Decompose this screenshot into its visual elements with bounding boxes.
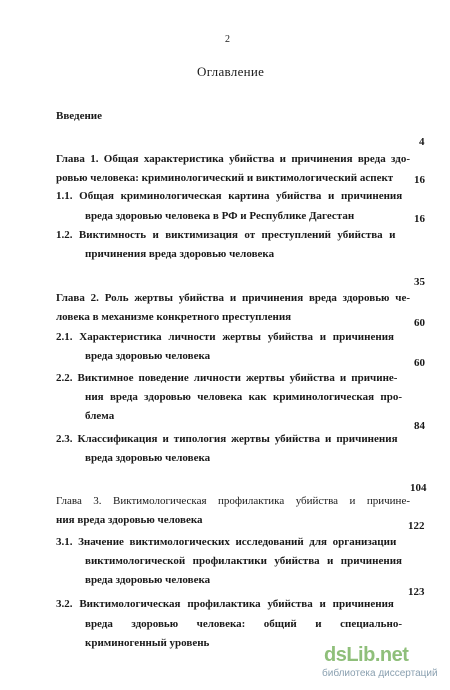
toc-page: 35 bbox=[414, 276, 425, 288]
toc-line: Глава 3. Виктимологическая профилактика убийства и причине- bbox=[56, 495, 410, 507]
toc-line: Глава 2. Роль жертвы убийства и причинения вреда здоровью че- bbox=[56, 292, 410, 304]
toc-line: вреда здоровью человека в РФ и Республике Дагестан bbox=[85, 210, 355, 222]
toc-line: блема bbox=[85, 410, 115, 422]
toc-page: 84 bbox=[414, 420, 425, 432]
toc-page: 122 bbox=[408, 520, 425, 532]
toc-title: Оглавление bbox=[197, 64, 265, 79]
toc-line: 2.3. Классификация и типология жертвы убийства и причинения bbox=[56, 433, 398, 445]
toc-page: 60 bbox=[414, 357, 425, 369]
toc-page: 16 bbox=[414, 213, 425, 225]
toc-line: 3.1. Значение виктимологических исследований для организации bbox=[56, 536, 397, 548]
watermark-subtitle: библиотека диссертаций bbox=[322, 668, 438, 679]
toc-intro-page: 4 bbox=[419, 136, 425, 148]
toc-line: Глава 1. Общая характеристика убийства и причинения вреда здо- bbox=[56, 153, 410, 165]
toc-line: виктимологической профилактики убийства и причинения bbox=[85, 555, 402, 567]
toc-page: 16 bbox=[414, 174, 425, 186]
toc-line: криминогенный уровень bbox=[85, 637, 210, 649]
toc-page: 104 bbox=[410, 482, 427, 494]
toc-page: 60 bbox=[414, 317, 425, 329]
toc-line: вреда здоровью человека bbox=[85, 452, 211, 464]
toc-line: ровью человека: криминологический и виктимологический аспект bbox=[56, 172, 394, 184]
toc-line: ловека в механизме конкретного преступления bbox=[56, 311, 292, 323]
toc-line: вреда здоровью человека bbox=[85, 350, 211, 362]
page-number: 2 bbox=[225, 34, 230, 45]
toc-line: причинения вреда здоровью человека bbox=[85, 248, 275, 260]
toc-line: вреда здоровью человека bbox=[85, 574, 211, 586]
toc-page: 123 bbox=[408, 586, 425, 598]
toc-line: 2.1. Характеристика личности жертвы убийства и причинения bbox=[56, 331, 394, 343]
watermark bbox=[322, 644, 440, 682]
toc-line: ния вреда здоровью человека как криминологическая про- bbox=[85, 391, 402, 403]
toc-line: 1.2. Виктимность и виктимизация от преступлений убийства и bbox=[56, 229, 396, 241]
toc-line: 1.1. Общая криминологическая картина убийства и причинения bbox=[56, 190, 403, 202]
toc-line: 2.2. Виктимное поведение личности жертвы убийства и причине- bbox=[56, 372, 398, 384]
toc-line: вреда здоровью человека: общий и специально- bbox=[85, 618, 402, 630]
toc-line: 3.2. Виктимологическая профилактика убийства и причинения bbox=[56, 598, 394, 610]
toc-intro: Введение bbox=[56, 110, 103, 122]
toc-line: ния вреда здоровью человека bbox=[56, 514, 203, 526]
watermark-logo: dsLib.net bbox=[324, 644, 409, 666]
